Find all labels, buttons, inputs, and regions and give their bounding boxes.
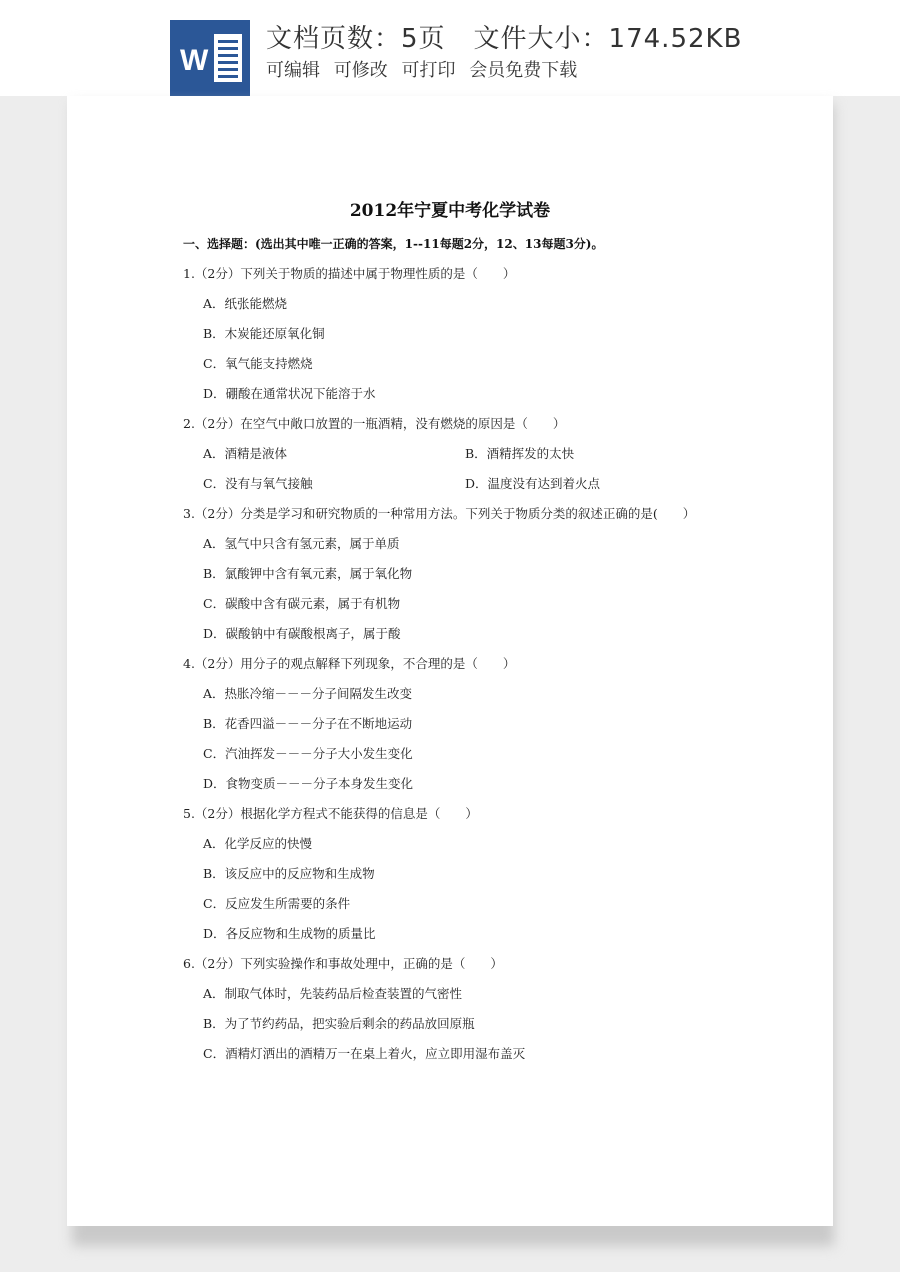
page-count-label: 文档页数：5页	[266, 24, 446, 54]
question-stem: 5.（2分）根据化学方程式不能获得的信息是（ ）	[183, 806, 478, 821]
answer-option: C．酒精灯洒出的酒精万一在桌上着火，应立即用湿布盖灭	[203, 1046, 526, 1061]
feature-modifiable: 可修改	[333, 60, 388, 81]
answer-option: A．热胀冷缩－－－分子间隔发生改变	[203, 686, 413, 701]
question-stem: 3.（2分）分类是学习和研究物质的一种常用方法。下列关于物质分类的叙述正确的是( ）	[183, 506, 696, 521]
answer-option: C．反应发生所需要的条件	[203, 896, 351, 911]
answer-option: C．碳酸中含有碳元素，属于有机物	[203, 596, 401, 611]
answer-option: A．氢气中只含有氢元素，属于单质	[203, 536, 400, 551]
question-stem: 6.（2分）下列实验操作和事故处理中，正确的是（ ）	[183, 956, 503, 971]
question-stem: 2.（2分）在空气中敞口放置的一瓶酒精，没有燃烧的原因是（ ）	[183, 416, 566, 431]
document-page	[67, 96, 833, 1226]
answer-option: D．硼酸在通常状况下能溶于水	[203, 386, 376, 401]
answer-option: C．氧气能支持燃烧	[203, 356, 313, 371]
answer-option: A．化学反应的快慢	[203, 836, 313, 851]
word-document-icon	[170, 20, 250, 96]
answer-option: A．酒精是液体	[203, 446, 288, 461]
feature-member-download: 会员免费下载	[469, 60, 578, 81]
question-stem: 1.（2分）下列关于物质的描述中属于物理性质的是（ ）	[183, 266, 516, 281]
word-icon-letter: W	[180, 44, 209, 77]
document-title: 2012年宁夏中考化学试卷	[349, 201, 551, 221]
answer-option: C．汽油挥发－－－分子大小发生变化	[203, 746, 413, 761]
feature-editable: 可编辑	[266, 60, 320, 81]
answer-option: A．制取气体时，先装药品后检查装置的气密性	[203, 986, 463, 1001]
header-banner	[0, 0, 900, 96]
answer-option: B．该反应中的反应物和生成物	[203, 866, 375, 881]
file-size-label: 文件大小：174.52KB	[473, 24, 743, 54]
question-stem: 4.（2分）用分子的观点解释下列现象，不合理的是（ ）	[183, 656, 516, 671]
file-info	[266, 18, 742, 55]
answer-option: B．花香四溢－－－分子在不断地运动	[203, 716, 413, 731]
feature-list	[266, 56, 585, 82]
section-heading: 一、选择题：(选出其中唯一正确的答案，1--11每题2分，12、13每题3分)。	[183, 237, 604, 251]
answer-option: C．没有与氧气接触	[203, 476, 313, 491]
answer-option: B．酒精挥发的太快	[465, 446, 575, 461]
feature-printable: 可打印	[401, 60, 456, 81]
answer-option: D．碳酸钠中有碳酸根离子，属于酸	[203, 626, 401, 641]
answer-option: D．食物变质－－－分子本身发生变化	[203, 776, 414, 791]
answer-option: B．木炭能还原氧化铜	[203, 326, 325, 341]
answer-option: D．温度没有达到着火点	[465, 476, 601, 491]
answer-option: D．各反应物和生成物的质量比	[203, 926, 376, 941]
answer-option: A．纸张能燃烧	[203, 296, 288, 311]
answer-option: B．为了节约药品，把实验后剩余的药品放回原瓶	[203, 1016, 475, 1031]
answer-option: B．氯酸钾中含有氧元素，属于氧化物	[203, 566, 413, 581]
